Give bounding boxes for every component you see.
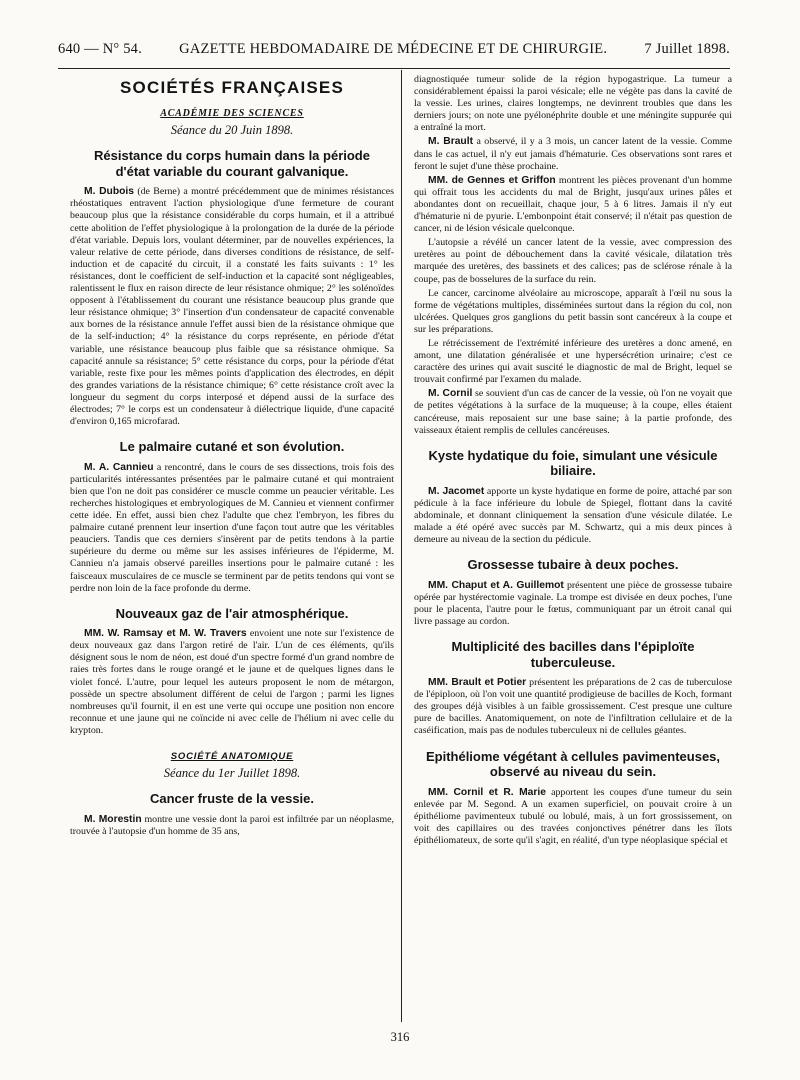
article-body: envoient une note sur l'existence de deux nouveaux gaz dans l'argon retiré de l'air. L'un de ces éléments, qu'ils désignent sous le nom de néon, est doué d'un spectre formé d'un grand nombre de raies très fortes dans le rouge orangé et le jaune et de quelques lignes dans le violet foncé. L'autre, pour lequel les auteurs proposent le nom de métargon, possède un spectre absolument différent de celui de l'argon ; parmi les lignes nombreuses qu'il fournit, il en est une verte qui occupe une position non encore reconnue et une jaune qui ne coïncide ni avec celle de l'hélium ni avec celle du krypton. xyxy=(70,628,394,736)
article-author: MM. Brault et Potier xyxy=(428,677,527,689)
article-text xyxy=(414,175,732,235)
article-author: M. Brault xyxy=(428,136,474,148)
article-author: M. Morestin xyxy=(84,813,142,825)
article-body: montrent les pièces provenant d'un homme qui offrait tous les accidents du mal de Bright, jusqu'aux urines pâles et abondantes dont on recueillait, chaque jour, 5 à 6 litres. Jamais il n'y eut d'hématurie ni de pyurie. L'embonpoint était conservé; il n'était pas question de cancer, ni de lésion vésicale quelconque. xyxy=(414,174,732,235)
article-body: présentent une pièce de grossesse tubaire opérée par hystérectomie vaginale. La trompe est divisée en deux poches, l'une pour le placenta, l'autre pour le fœtus, communiquant par un étroit canal qui livre passage au cordon. xyxy=(414,579,732,627)
article-title: Multiplicité des bacilles dans l'épiploïte tuberculeuse. xyxy=(451,639,695,670)
article-text xyxy=(414,486,732,546)
article-text xyxy=(70,628,394,737)
article-author: M. Cornil xyxy=(428,388,473,400)
article-author: M. Jacomet xyxy=(428,485,485,497)
article-title: Nouveaux gaz de l'air atmosphérique. xyxy=(115,605,349,621)
article-title: Résistance du corps humain dans la période d'état variable du courant galvanique. xyxy=(94,148,370,179)
running-header xyxy=(58,32,730,66)
article-author: M. A. Cannieu xyxy=(84,461,154,473)
article-text xyxy=(70,814,394,838)
article-title: Kyste hydatique du foie, simulant une vésicule biliaire. xyxy=(428,447,718,479)
article-text xyxy=(414,677,732,737)
right-column xyxy=(414,74,732,1014)
article-author: M. Dubois xyxy=(84,186,135,198)
article-text xyxy=(414,136,732,172)
session-date: Séance du 20 Juin 1898. xyxy=(170,123,294,138)
article-author: MM. W. Ramsay et M. W. Travers xyxy=(84,628,247,640)
article-text xyxy=(414,787,732,847)
session-date: Séance du 1er Juillet 1898. xyxy=(163,766,301,781)
article-body: apporte un kyste hydatique en forme de poire, attaché par son pédicule à la face inférieure du lobule de Spiegel, flottant dans la cavité abdominale, et donnant cliniquement la sensation d'une vésicule dilatée. Le malade a été opéré avec succès par M. Schwartz, qui a mis deux pinces à demeure au niveau de la section du pédicule. xyxy=(414,485,732,546)
article-text xyxy=(70,186,394,428)
left-column xyxy=(70,76,394,1016)
header-journal-title: GAZETTE HEBDOMADAIRE DE MÉDECINE ET DE CHIRURGIE. xyxy=(179,40,608,57)
paragraph: Le rétrécissement de l'extrémité inférieure des uretères a donc amené, en amont, une dilatation généralisée et une hypersécrétion urinaire; c'est ce caractère des urines qui avait suscité le diagnostic de mal de Bright, lequel se trouvait confirmé par l'examen du malade. xyxy=(414,337,732,386)
article-body: a observé, il y a 3 mois, un cancer latent de la vessie. Comme dans le cas actuel, il n'y eut jamais d'hématurie. Ces observations sont rares et feront le sujet d'une thèse prochaine. xyxy=(414,136,732,172)
article-body: présentent les préparations de 2 cas de tuberculose de l'épiploon, où l'on voit une quantité prodigieuse de bacilles de Koch, formant des groupes déjà visibles à un faible grossissement. C'est presque une culture pure de bacilles. Anatomiquement, on note de l'infiltration cellulaire et de la caséification, mais pas de nodules tuberculeux ni de cellules géantes. xyxy=(414,677,732,737)
article-title: Le palmaire cutané et son évolution. xyxy=(119,439,345,455)
article-title: Grossesse tubaire à deux poches. xyxy=(467,557,679,573)
article-body: montre une vessie dont la paroi est infiltrée par un néoplasme, trouvée à l'autopsie d'un homme de 35 ans, xyxy=(70,813,394,837)
article-body: (de Berne) a montré précédemment que de minimes résistances rhéostatiques entravent l'action physiologique d'une fermeture de courant beaucoup plus que la résistance considérable du corps humain, et il a attribué cette abolition de l'effet physiologique à la prolongation de la durée de la période d'état variable. Depuis lors, voulant déterminer, par de nouvelles expériences, la valeur relative de cette période, dans diverses conditions de résistance, de self-induction et de capacité du circuit, il a constaté les faits suivants : 1° les résistances, dont le coefficient de self-induction et la capacité sont négligeables, ralentissent le flux en raison directe de leur résistance ohmique; 2° les solénoïdes opposent à l'établissement du courant une résistance beaucoup plus grande que leur résistance ohmique; 3° l'insertion d'un condensateur de capacité convenable aux bornes de la résistance annule l'effet aussi bien de la résistance ohmique que de la self-induction; 4° la résistance du corps représente, en période d'état variable, une résistance beaucoup plus faible que sa résistance ohmique. Sa capacité annule sa résistance; 5° cette résistance du corps, pour la période d'état variable, reste fixe pour les mêmes points d'application des électrodes, en dépit des grandes variations de la résistance chimique; 6° cette résistance croît avec la longueur du segment du corps interposé et dépend aussi de la surface des électrodes; 7° le corps est un condensateur à diélectrique liquide, d'une capacité d'environ 0,165 microfarad. xyxy=(70,186,394,428)
header-date: 7 Juillet 1898. xyxy=(644,40,730,57)
society-name: ACADÉMIE DES SCIENCES xyxy=(160,108,304,120)
page-number: 316 xyxy=(390,1030,410,1044)
article-text xyxy=(414,580,732,628)
header-issue: 640 — N° 54. xyxy=(58,40,142,57)
article-text xyxy=(70,462,394,595)
article-author: MM. Cornil et R. Marie xyxy=(428,786,547,798)
article-author: MM. de Gennes et Griffon xyxy=(428,174,556,186)
paragraph: L'autopsie a révélé un cancer latent de la vessie, avec compression des uretères au point de débouchement dans la cavité vésicale, dilatation très marquée des uretères, des bassinets et des calices; pas de sclérose rénale à la coupe, pas de bosselures de la surface du rein. xyxy=(414,237,732,285)
header-rule xyxy=(58,68,730,69)
paragraph: Le cancer, carcinome alvéolaire au microscope, apparaît à l'œil nu sous la forme de végétations multiples, disséminées surtout dans la région du col, non ulcérées. Quelques gros ganglions du petit bassin sont cancéreux à la coupe et sur les préparations. xyxy=(414,287,732,335)
article-body: se souvient d'un cas de cancer de la vessie, où l'on ne voyait que de petites végétations à la surface de la muqueuse; à la coupe, elles étaient cancéreuse, mais reposaient sur une base saine; à la partie profonde, des vaisseaux étaient remplis de cellules cancéreuses. xyxy=(414,388,732,436)
article-body: apportent les coupes d'une tumeur du sein enlevée par M. Segond. A un examen superficiel, on pouvait croire à un épithéliome pavimenteux tubulé ou lobulé, mais, à un fort grossissement, on voit des capillaires ou des travées conjonctives pénétrer dans les îlots épithéliomateux, de sorte qu'il s'agit, en réalité, d'un type néoplasique spécial et xyxy=(414,786,732,846)
article-body: a rencontré, dans le cours de ses dissections, trois fois des particularités intéressantes présentées par le palmaire cutané et qui montraient bien que l'on ne doit pas considérer ce muscle comme un peaucier véritable. Les recherches histologiques et embryologiques de M. Cannieu et viennent confirmer cette idée. En effet, aussi bien chez l'adulte que chez l'embryon, les fibres du palmaire cutané prennent leur insertion d'une façon tout autre que les véritables peauciers. Tandis que ces derniers s'insèrent par de petits tendons à la partie supérieure du derme ou même sur les assises inférieures de l'épiderme, M. Cannieu n'a jamais observé pareilles insertions pour le palmaire cutané : les faisceaux musculaires de ce muscle se terminent par de petits tendons qui vont se perdre non loin de la face profonde du derme. xyxy=(70,461,394,594)
paragraph: diagnostiquée tumeur solide de la région hypogastrique. La tumeur a considérablement épaissi la paroi vésicale; elle ne végète pas dans la cavité de la vessie. Les urines, claires longtemps, ne devinrent troubles que dans les derniers jours; on note une pyélonéphrite double et une méningite suppurée qui a entraîné la mort. xyxy=(414,74,732,134)
column-divider xyxy=(401,70,402,1022)
section-heading: SOCIÉTÉS FRANÇAISES xyxy=(120,78,344,97)
article-title: Cancer fruste de la vessie. xyxy=(149,791,315,807)
article-title: Epithéliome végétant à cellules pavimenteuses, observé au niveau du sein. xyxy=(425,748,721,780)
article-text xyxy=(414,388,732,436)
society-name: SOCIÉTÉ ANATOMIQUE xyxy=(170,751,294,763)
article-author: MM. Chaput et A. Guillemot xyxy=(428,579,564,591)
